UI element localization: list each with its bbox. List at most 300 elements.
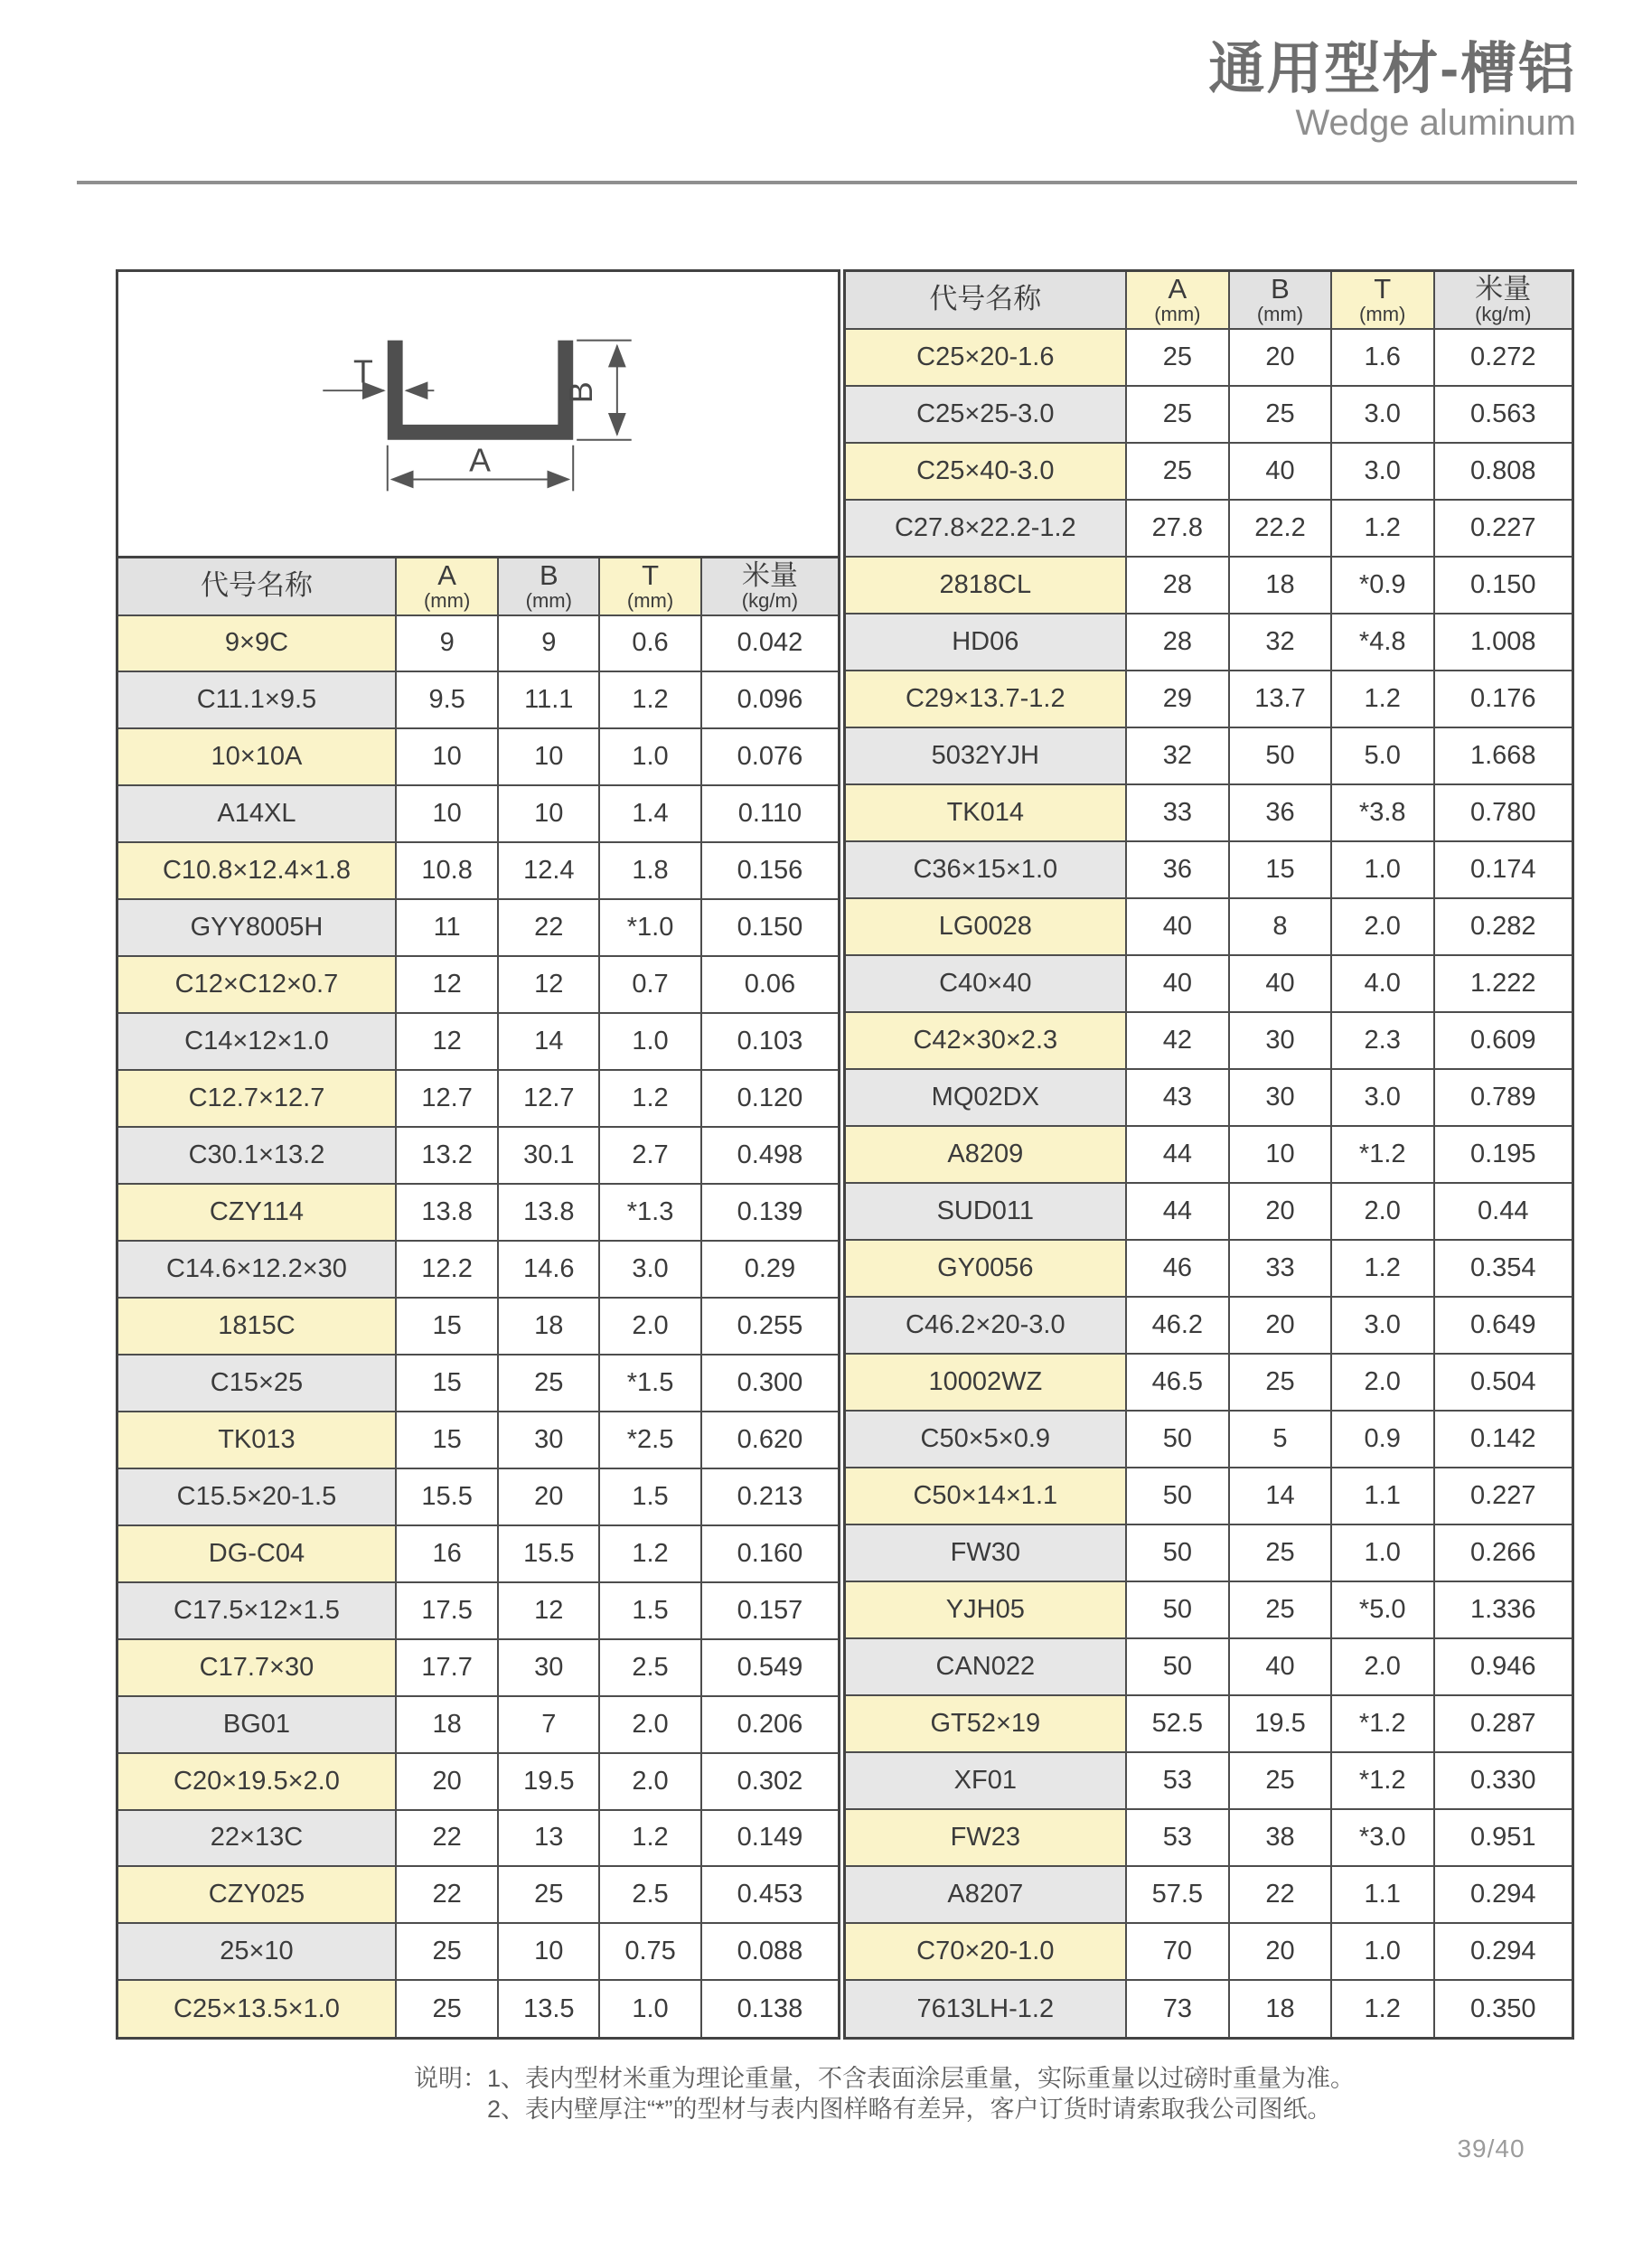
profile-t: *0.9 xyxy=(1331,557,1434,614)
profile-weight: 0.150 xyxy=(1434,557,1573,614)
profile-b: 15 xyxy=(1229,841,1331,898)
profile-b: 18 xyxy=(1229,557,1331,614)
col-header-t: T (mm) xyxy=(1331,271,1434,329)
profile-name: C25×40-3.0 xyxy=(845,443,1126,500)
profile-weight: 0.453 xyxy=(701,1866,840,1923)
profile-weight: 0.149 xyxy=(701,1810,840,1867)
profile-t: 1.2 xyxy=(599,671,701,728)
profile-weight: 0.150 xyxy=(701,899,840,956)
table-row xyxy=(117,1298,840,1355)
profile-a: 11 xyxy=(396,899,498,956)
profile-weight: 0.504 xyxy=(1434,1354,1573,1411)
profile-a: 44 xyxy=(1126,1183,1229,1240)
profile-name: C15.5×20-1.5 xyxy=(117,1468,396,1525)
profile-a: 29 xyxy=(1126,671,1229,727)
table-row xyxy=(117,1923,840,1980)
profile-name: C12×C12×0.7 xyxy=(117,956,396,1013)
profile-weight: 0.780 xyxy=(1434,784,1573,841)
profile-name: C29×13.7-1.2 xyxy=(845,671,1126,727)
profile-b: 10 xyxy=(498,785,599,842)
channel-profile-drawing xyxy=(118,272,838,556)
table-row xyxy=(117,1980,840,2038)
profile-name: C17.5×12×1.5 xyxy=(117,1582,396,1639)
profile-b: 14.6 xyxy=(498,1241,599,1298)
profile-t: 1.2 xyxy=(599,1810,701,1867)
table-row xyxy=(117,1639,840,1696)
profile-b: 22 xyxy=(1229,1866,1331,1923)
profile-weight: 0.266 xyxy=(1434,1524,1573,1581)
profile-b: 22 xyxy=(498,899,599,956)
profile-name: GT52×19 xyxy=(845,1695,1126,1752)
profile-b: 12 xyxy=(498,1582,599,1639)
profile-t: 0.75 xyxy=(599,1923,701,1980)
dim-label-a: A xyxy=(469,442,491,479)
profile-a: 13.2 xyxy=(396,1127,498,1184)
profile-a: 15 xyxy=(396,1298,498,1355)
profile-a: 46.2 xyxy=(1126,1297,1229,1354)
left-table-header xyxy=(117,558,840,615)
table-row xyxy=(117,671,840,728)
profile-a: 16 xyxy=(396,1525,498,1582)
profile-a: 50 xyxy=(1126,1581,1229,1638)
profile-t: 1.0 xyxy=(1331,841,1434,898)
table-row xyxy=(845,1354,1573,1411)
profile-name: GYY8005H xyxy=(117,899,396,956)
profile-t: 2.0 xyxy=(599,1753,701,1810)
table-row xyxy=(117,1468,840,1525)
col-header-name: 代号名称 xyxy=(845,271,1126,329)
profile-a: 70 xyxy=(1126,1923,1229,1980)
profile-name: FW23 xyxy=(845,1809,1126,1866)
dim-label-b: B xyxy=(563,381,600,404)
profile-name: C50×5×0.9 xyxy=(845,1411,1126,1468)
profile-b: 33 xyxy=(1229,1240,1331,1297)
table-row xyxy=(845,329,1573,386)
col-header-b: B (mm) xyxy=(1229,271,1331,329)
profile-t: *1.2 xyxy=(1331,1695,1434,1752)
profile-t: 1.6 xyxy=(1331,329,1434,386)
profile-a: 12.2 xyxy=(396,1241,498,1298)
profile-name: DG-C04 xyxy=(117,1525,396,1582)
profile-b: 10 xyxy=(498,728,599,785)
profile-t: *3.8 xyxy=(1331,784,1434,841)
table-row xyxy=(845,955,1573,1012)
profile-weight: 0.206 xyxy=(701,1696,840,1753)
profile-a: 15 xyxy=(396,1355,498,1412)
profile-name: C10.8×12.4×1.8 xyxy=(117,842,396,899)
profile-a: 17.5 xyxy=(396,1582,498,1639)
table-row xyxy=(117,1184,840,1241)
profile-name: CZY114 xyxy=(117,1184,396,1241)
profile-a: 22 xyxy=(396,1866,498,1923)
profile-t: 1.1 xyxy=(1331,1468,1434,1524)
page-title: 通用型材-槽铝 xyxy=(1208,38,1576,100)
profile-t: 1.0 xyxy=(599,1980,701,2038)
profile-name: C36×15×1.0 xyxy=(845,841,1126,898)
table-row xyxy=(117,1753,840,1810)
profile-t: 2.0 xyxy=(1331,1638,1434,1695)
profile-weight: 0.272 xyxy=(1434,329,1573,386)
profile-b: 30.1 xyxy=(498,1127,599,1184)
profile-weight: 0.287 xyxy=(1434,1695,1573,1752)
profile-t: *5.0 xyxy=(1331,1581,1434,1638)
profile-weight: 1.336 xyxy=(1434,1581,1573,1638)
profile-b: 25 xyxy=(1229,1354,1331,1411)
profile-a: 40 xyxy=(1126,898,1229,955)
profile-a: 10.8 xyxy=(396,842,498,899)
profile-t: 2.0 xyxy=(599,1298,701,1355)
table-row xyxy=(845,1240,1573,1297)
table-row xyxy=(117,842,840,899)
profile-b: 20 xyxy=(1229,329,1331,386)
table-row xyxy=(845,784,1573,841)
table-row xyxy=(845,1638,1573,1695)
profile-t: 0.7 xyxy=(599,956,701,1013)
profile-a: 27.8 xyxy=(1126,500,1229,557)
profile-a: 28 xyxy=(1126,614,1229,671)
profile-t: 2.5 xyxy=(599,1639,701,1696)
profile-a: 25 xyxy=(1126,329,1229,386)
profile-a: 40 xyxy=(1126,955,1229,1012)
profile-t: 2.0 xyxy=(599,1696,701,1753)
profile-t: 1.2 xyxy=(599,1525,701,1582)
profile-name: 9×9C xyxy=(117,615,396,672)
header-row xyxy=(845,271,1573,329)
profile-a: 46 xyxy=(1126,1240,1229,1297)
profile-a: 9 xyxy=(396,615,498,672)
profile-t: 1.2 xyxy=(1331,1980,1434,2038)
profile-t: 3.0 xyxy=(1331,1297,1434,1354)
profile-weight: 0.549 xyxy=(701,1639,840,1696)
profile-weight: 0.354 xyxy=(1434,1240,1573,1297)
profile-b: 19.5 xyxy=(1229,1695,1331,1752)
profile-name: C14×12×1.0 xyxy=(117,1013,396,1070)
profile-b: 30 xyxy=(1229,1012,1331,1069)
profile-t: 1.5 xyxy=(599,1582,701,1639)
profile-name: YJH05 xyxy=(845,1581,1126,1638)
table-row xyxy=(117,1013,840,1070)
col-header-a: A (mm) xyxy=(1126,271,1229,329)
profile-name: SUD011 xyxy=(845,1183,1126,1240)
profile-weight: 0.808 xyxy=(1434,443,1573,500)
header-divider xyxy=(77,181,1577,184)
profile-a: 53 xyxy=(1126,1752,1229,1809)
profile-name: BG01 xyxy=(117,1696,396,1753)
profile-name: C46.2×20-3.0 xyxy=(845,1297,1126,1354)
profile-weight: 0.330 xyxy=(1434,1752,1573,1809)
profile-weight: 0.195 xyxy=(1434,1126,1573,1183)
profile-t: 5.0 xyxy=(1331,727,1434,784)
profile-b: 11.1 xyxy=(498,671,599,728)
profile-name: C42×30×2.3 xyxy=(845,1012,1126,1069)
profile-t: 1.0 xyxy=(1331,1524,1434,1581)
profile-b: 38 xyxy=(1229,1809,1331,1866)
profile-weight: 0.282 xyxy=(1434,898,1573,955)
profile-name: 25×10 xyxy=(117,1923,396,1980)
profile-weight: 0.142 xyxy=(1434,1411,1573,1468)
profile-weight: 0.042 xyxy=(701,615,840,672)
table-row xyxy=(117,1810,840,1867)
dim-label-t: T xyxy=(353,353,373,390)
profile-t: *1.2 xyxy=(1331,1126,1434,1183)
profile-a: 50 xyxy=(1126,1468,1229,1524)
profile-name: TK013 xyxy=(117,1412,396,1468)
profile-a: 32 xyxy=(1126,727,1229,784)
table-row xyxy=(117,1127,840,1184)
table-row xyxy=(845,898,1573,955)
profile-a: 73 xyxy=(1126,1980,1229,2038)
right-table-body xyxy=(845,329,1573,2039)
profile-b: 13.8 xyxy=(498,1184,599,1241)
page-number: 39/40 xyxy=(1457,2134,1525,2162)
left-profile-table xyxy=(116,556,840,2040)
profile-name: C20×19.5×2.0 xyxy=(117,1753,396,1810)
profile-name: C25×20-1.6 xyxy=(845,329,1126,386)
profile-b: 12.7 xyxy=(498,1070,599,1127)
profile-b: 40 xyxy=(1229,955,1331,1012)
profile-b: 25 xyxy=(498,1355,599,1412)
profile-b: 40 xyxy=(1229,443,1331,500)
profile-weight: 0.498 xyxy=(701,1127,840,1184)
profile-b: 25 xyxy=(1229,1752,1331,1809)
profile-a: 46.5 xyxy=(1126,1354,1229,1411)
table-row xyxy=(845,1183,1573,1240)
profile-weight: 1.222 xyxy=(1434,955,1573,1012)
page-subtitle: Wedge aluminum xyxy=(1295,103,1576,144)
profile-t: *4.8 xyxy=(1331,614,1434,671)
profile-name: 2818CL xyxy=(845,557,1126,614)
profile-b: 18 xyxy=(498,1298,599,1355)
profile-name: 1815C xyxy=(117,1298,396,1355)
profile-weight: 0.110 xyxy=(701,785,840,842)
profile-name: C11.1×9.5 xyxy=(117,671,396,728)
profile-t: 1.2 xyxy=(1331,500,1434,557)
col-header-name: 代号名称 xyxy=(117,558,396,615)
profile-b: 10 xyxy=(1229,1126,1331,1183)
profile-a: 22 xyxy=(396,1810,498,1867)
profile-t: *1.0 xyxy=(599,899,701,956)
profile-b: 10 xyxy=(498,1923,599,1980)
table-row xyxy=(845,1069,1573,1126)
profile-b: 12 xyxy=(498,956,599,1013)
profile-name: GY0056 xyxy=(845,1240,1126,1297)
profile-b: 15.5 xyxy=(498,1525,599,1582)
profile-b: 14 xyxy=(1229,1468,1331,1524)
profile-b: 40 xyxy=(1229,1638,1331,1695)
profile-name: 7613LH-1.2 xyxy=(845,1980,1126,2038)
profile-weight: 0.176 xyxy=(1434,671,1573,727)
profile-name: C12.7×12.7 xyxy=(117,1070,396,1127)
profile-t: 1.5 xyxy=(599,1468,701,1525)
footnote-1: 说明：1、表内型材米重为理论重量，不含表面涂层重量，实际重量以过磅时重量为准。 xyxy=(414,2065,1356,2092)
profile-name: C17.7×30 xyxy=(117,1639,396,1696)
col-header-weight: 米量 (kg/m) xyxy=(1434,271,1573,329)
profile-weight: 0.563 xyxy=(1434,386,1573,443)
table-row xyxy=(845,1923,1573,1980)
profile-name: MQ02DX xyxy=(845,1069,1126,1126)
profile-t: 1.4 xyxy=(599,785,701,842)
profile-weight: 0.227 xyxy=(1434,1468,1573,1524)
profile-weight: 0.294 xyxy=(1434,1923,1573,1980)
profile-weight: 0.294 xyxy=(1434,1866,1573,1923)
table-row xyxy=(845,614,1573,671)
profile-a: 13.8 xyxy=(396,1184,498,1241)
profile-weight: 0.350 xyxy=(1434,1980,1573,2038)
profile-a: 20 xyxy=(396,1753,498,1810)
table-row xyxy=(117,728,840,785)
table-row xyxy=(845,557,1573,614)
profile-name: CZY025 xyxy=(117,1866,396,1923)
profile-b: 20 xyxy=(1229,1297,1331,1354)
profile-name: LG0028 xyxy=(845,898,1126,955)
profile-weight: 0.789 xyxy=(1434,1069,1573,1126)
profile-weight: 0.649 xyxy=(1434,1297,1573,1354)
profile-t: 2.0 xyxy=(1331,898,1434,955)
profile-name: C40×40 xyxy=(845,955,1126,1012)
profile-name: C50×14×1.1 xyxy=(845,1468,1126,1524)
profile-a: 25 xyxy=(396,1923,498,1980)
profile-a: 33 xyxy=(1126,784,1229,841)
profile-name: C14.6×12.2×30 xyxy=(117,1241,396,1298)
profile-a: 25 xyxy=(1126,386,1229,443)
profile-name: XF01 xyxy=(845,1752,1126,1809)
profile-t: 2.3 xyxy=(1331,1012,1434,1069)
table-row xyxy=(117,899,840,956)
profile-b: 36 xyxy=(1229,784,1331,841)
profile-t: 4.0 xyxy=(1331,955,1434,1012)
profile-t: 1.0 xyxy=(1331,1923,1434,1980)
profile-b: 12.4 xyxy=(498,842,599,899)
profile-b: 20 xyxy=(498,1468,599,1525)
profile-t: 1.2 xyxy=(599,1070,701,1127)
table-row xyxy=(845,1809,1573,1866)
table-row xyxy=(845,1581,1573,1638)
table-row xyxy=(117,1412,840,1468)
profile-a: 50 xyxy=(1126,1411,1229,1468)
profile-a: 12 xyxy=(396,956,498,1013)
left-table-wrap xyxy=(116,556,840,2040)
profile-name: 22×13C xyxy=(117,1810,396,1867)
table-row xyxy=(845,1752,1573,1809)
profile-name: C25×25-3.0 xyxy=(845,386,1126,443)
profile-t: 3.0 xyxy=(1331,386,1434,443)
profile-weight: 0.300 xyxy=(701,1355,840,1412)
page-header xyxy=(1208,40,1576,142)
footnote-2: 2、表内壁厚注“*”的型材与表内图样略有差异，客户订货时请索取我公司图纸。 xyxy=(487,2096,1332,2123)
profile-t: 1.1 xyxy=(1331,1866,1434,1923)
table-row xyxy=(117,1070,840,1127)
profile-a: 52.5 xyxy=(1126,1695,1229,1752)
profile-a: 10 xyxy=(396,785,498,842)
profile-t: *1.3 xyxy=(599,1184,701,1241)
profile-b: 32 xyxy=(1229,614,1331,671)
table-row xyxy=(117,956,840,1013)
profile-a: 43 xyxy=(1126,1069,1229,1126)
table-row xyxy=(117,1696,840,1753)
profile-a: 9.5 xyxy=(396,671,498,728)
profile-b: 13.5 xyxy=(498,1980,599,2038)
profile-name: C30.1×13.2 xyxy=(117,1127,396,1184)
profile-weight: 0.946 xyxy=(1434,1638,1573,1695)
profile-weight: 1.668 xyxy=(1434,727,1573,784)
profile-t: 2.5 xyxy=(599,1866,701,1923)
profile-weight: 0.227 xyxy=(1434,500,1573,557)
profile-b: 19.5 xyxy=(498,1753,599,1810)
profile-a: 36 xyxy=(1126,841,1229,898)
table-row xyxy=(845,841,1573,898)
profile-t: 3.0 xyxy=(1331,443,1434,500)
profile-name: A8207 xyxy=(845,1866,1126,1923)
profile-a: 17.7 xyxy=(396,1639,498,1696)
profile-t: 2.0 xyxy=(1331,1183,1434,1240)
profile-a: 42 xyxy=(1126,1012,1229,1069)
profile-b: 25 xyxy=(1229,1524,1331,1581)
table-row xyxy=(845,443,1573,500)
table-row xyxy=(845,1695,1573,1752)
profile-weight: 0.174 xyxy=(1434,841,1573,898)
header-row xyxy=(117,558,840,615)
profile-name: C70×20-1.0 xyxy=(845,1923,1126,1980)
table-row xyxy=(845,1980,1573,2038)
table-row xyxy=(845,1126,1573,1183)
profile-weight: 0.29 xyxy=(701,1241,840,1298)
profile-b: 13.7 xyxy=(1229,671,1331,727)
profile-t: 1.0 xyxy=(599,728,701,785)
profile-b: 30 xyxy=(498,1412,599,1468)
profile-weight: 0.138 xyxy=(701,1980,840,2038)
table-row xyxy=(845,500,1573,557)
profile-b: 5 xyxy=(1229,1411,1331,1468)
table-row xyxy=(845,1524,1573,1581)
profile-a: 12 xyxy=(396,1013,498,1070)
channel-profile-diagram xyxy=(116,269,840,556)
profile-weight: 0.06 xyxy=(701,956,840,1013)
profile-t: *1.5 xyxy=(599,1355,701,1412)
footnotes xyxy=(414,2063,1355,2125)
profile-name: CAN022 xyxy=(845,1638,1126,1695)
profile-t: 1.2 xyxy=(1331,1240,1434,1297)
profile-b: 13 xyxy=(498,1810,599,1867)
profile-b: 20 xyxy=(1229,1923,1331,1980)
table-row xyxy=(117,1582,840,1639)
profile-name: 10×10A xyxy=(117,728,396,785)
col-header-t: T (mm) xyxy=(599,558,701,615)
table-row xyxy=(117,785,840,842)
left-table-body xyxy=(117,615,840,2039)
left-panel xyxy=(116,269,840,2040)
profile-b: 14 xyxy=(498,1013,599,1070)
profile-weight: 0.076 xyxy=(701,728,840,785)
profile-name: A8209 xyxy=(845,1126,1126,1183)
profile-a: 28 xyxy=(1126,557,1229,614)
table-row xyxy=(117,1241,840,1298)
profile-weight: 0.096 xyxy=(701,671,840,728)
profile-b: 9 xyxy=(498,615,599,672)
right-profile-table xyxy=(843,269,1574,2040)
profile-weight: 0.139 xyxy=(701,1184,840,1241)
profile-name: C25×13.5×1.0 xyxy=(117,1980,396,2038)
profile-b: 8 xyxy=(1229,898,1331,955)
profile-weight: 0.44 xyxy=(1434,1183,1573,1240)
profile-name: 5032YJH xyxy=(845,727,1126,784)
profile-weight: 0.103 xyxy=(701,1013,840,1070)
profile-a: 25 xyxy=(396,1980,498,2038)
table-row xyxy=(117,1866,840,1923)
profile-a: 15 xyxy=(396,1412,498,1468)
profile-a: 25 xyxy=(1126,443,1229,500)
table-row xyxy=(845,1866,1573,1923)
profile-a: 57.5 xyxy=(1126,1866,1229,1923)
